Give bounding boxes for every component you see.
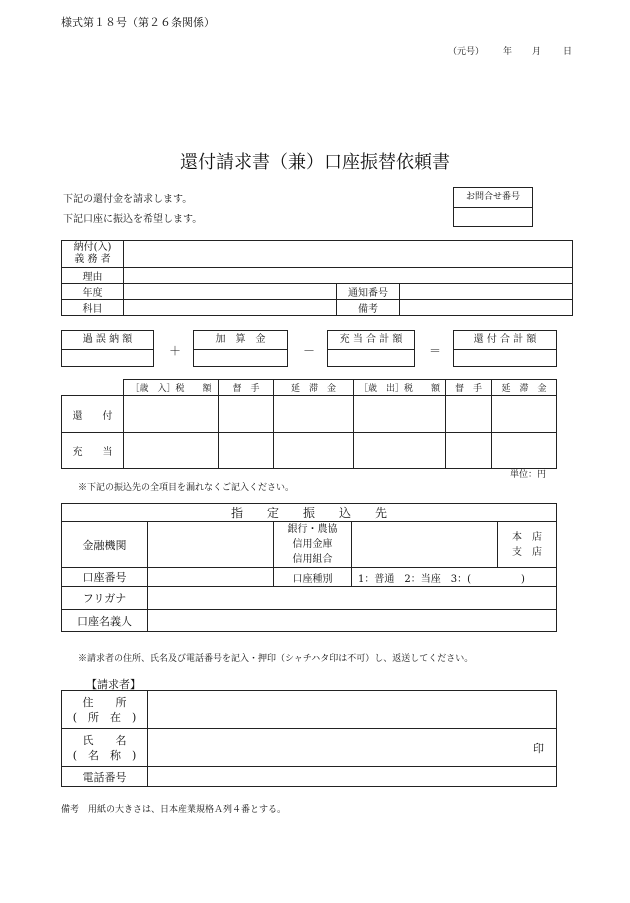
date-era: （元号） <box>448 47 485 57</box>
applied-cell[interactable] <box>446 433 492 469</box>
inquiry-box <box>453 187 533 227</box>
row-refund-label: 還 付 <box>62 396 124 433</box>
header-revenue-late: 延 滞 金 <box>274 380 354 396</box>
footer-note: 備考 用紙の大きさは、日本産業規格Ａ列４番とする。 <box>61 805 287 815</box>
address-field[interactable] <box>148 691 557 729</box>
header-revenue-fee: 督 手 <box>219 380 274 396</box>
remarks-label: 備考 <box>337 300 400 316</box>
claimant-heading: 【請求者】 <box>86 678 141 691</box>
intro-line-2: 下記口座に振込を希望します。 <box>63 214 203 225</box>
bank-table <box>61 503 557 632</box>
branch-field[interactable] <box>352 522 498 568</box>
payer-table <box>61 240 573 316</box>
holder-field[interactable] <box>148 610 557 632</box>
account-type-label: 口座種別 <box>274 568 352 587</box>
account-type-options[interactable]: 1：普通 2：当座 3：( ) <box>352 568 557 587</box>
breakdown-table <box>61 379 557 469</box>
refund-cell[interactable] <box>124 396 219 433</box>
holder-label: 口座名義人 <box>62 610 148 632</box>
applied-total-label: 充 当 合 計 額 <box>328 331 414 350</box>
furigana-label: フリガナ <box>62 587 148 610</box>
date-month: 月 <box>532 47 542 57</box>
refund-cell[interactable] <box>219 396 274 433</box>
added-amount-box <box>193 330 288 367</box>
minus-sign: － <box>303 344 316 358</box>
intro-line-1: 下記の還付金を請求します。 <box>63 194 193 205</box>
applied-cell[interactable] <box>492 433 557 469</box>
refund-cell[interactable] <box>274 396 354 433</box>
refund-cell[interactable] <box>354 396 446 433</box>
page-title: 還付請求書（兼）口座振替依頼書 <box>180 152 450 173</box>
address-label: 住 所 ( 所 在 ) <box>62 691 148 729</box>
year-label: 年度 <box>62 284 124 300</box>
account-number-field[interactable] <box>148 568 274 587</box>
seal-mark: 印 <box>533 741 544 755</box>
date-year: 年 <box>503 47 513 57</box>
obligor-field[interactable] <box>124 241 573 268</box>
claimant-table <box>61 690 557 787</box>
inquiry-label: お問合せ番号 <box>454 188 532 208</box>
remarks-field[interactable] <box>400 300 573 316</box>
obligor-label: 納付(入) 義 務 者 <box>62 241 124 268</box>
applied-cell[interactable] <box>219 433 274 469</box>
institution-type-label: 銀行・農協 信用金庫 信用組合 <box>274 522 352 568</box>
furigana-field[interactable] <box>148 587 557 610</box>
header-expense-tax: ［歳 出］税 額 <box>354 380 446 396</box>
branch-type-label: 本 店 支 店 <box>498 522 557 568</box>
equals-sign: ＝ <box>429 344 442 358</box>
phone-field[interactable] <box>148 767 557 787</box>
date-day: 日 <box>563 47 573 57</box>
sign-note: ※請求者の住所、氏名及び電話番号を記入・押印（シャチハタ印は不可）し、返送してください。 <box>78 654 474 664</box>
subject-field[interactable] <box>124 300 337 316</box>
fill-note: ※下記の振込先の全項目を漏れなくご記入ください。 <box>78 483 295 493</box>
applied-cell[interactable] <box>124 433 219 469</box>
plus-sign: ＋ <box>169 344 182 358</box>
notice-number-field[interactable] <box>400 284 573 300</box>
overpaid-label: 過 誤 納 額 <box>62 331 153 350</box>
reason-label: 理由 <box>62 268 124 284</box>
header-revenue-tax: ［歳 入］税 額 <box>124 380 219 396</box>
header-expense-fee: 督 手 <box>446 380 492 396</box>
added-amount-field[interactable] <box>194 350 287 367</box>
unit-label: 単位：円 <box>510 470 547 480</box>
institution-field[interactable] <box>148 522 274 568</box>
reason-field[interactable] <box>124 268 573 284</box>
row-applied-label: 充 当 <box>62 433 124 469</box>
header-expense-late: 延 滞 金 <box>492 380 557 396</box>
refund-total-label: 還 付 合 計 額 <box>454 331 556 350</box>
name-field[interactable] <box>148 729 557 767</box>
applied-cell[interactable] <box>354 433 446 469</box>
phone-label: 電話番号 <box>62 767 148 787</box>
subject-label: 科目 <box>62 300 124 316</box>
refund-total-box <box>453 330 557 367</box>
refund-cell[interactable] <box>492 396 557 433</box>
applied-total-box <box>327 330 415 367</box>
name-label: 氏 名 ( 名 称 ) <box>62 729 148 767</box>
year-field[interactable] <box>124 284 337 300</box>
applied-cell[interactable] <box>274 433 354 469</box>
notice-number-label: 通知番号 <box>337 284 400 300</box>
account-number-label: 口座番号 <box>62 568 148 587</box>
refund-total-field[interactable] <box>454 350 556 367</box>
breakdown-corner <box>62 380 124 396</box>
applied-total-field[interactable] <box>328 350 414 367</box>
institution-label: 金融機関 <box>62 522 148 568</box>
added-amount-label: 加 算 金 <box>194 331 287 350</box>
overpaid-field[interactable] <box>62 350 153 367</box>
inquiry-number-field[interactable] <box>454 208 532 227</box>
overpaid-box <box>61 330 154 367</box>
refund-cell[interactable] <box>446 396 492 433</box>
form-number: 様式第１８号（第２６条関係） <box>61 16 215 29</box>
bank-header: 指 定 振 込 先 <box>62 504 557 522</box>
